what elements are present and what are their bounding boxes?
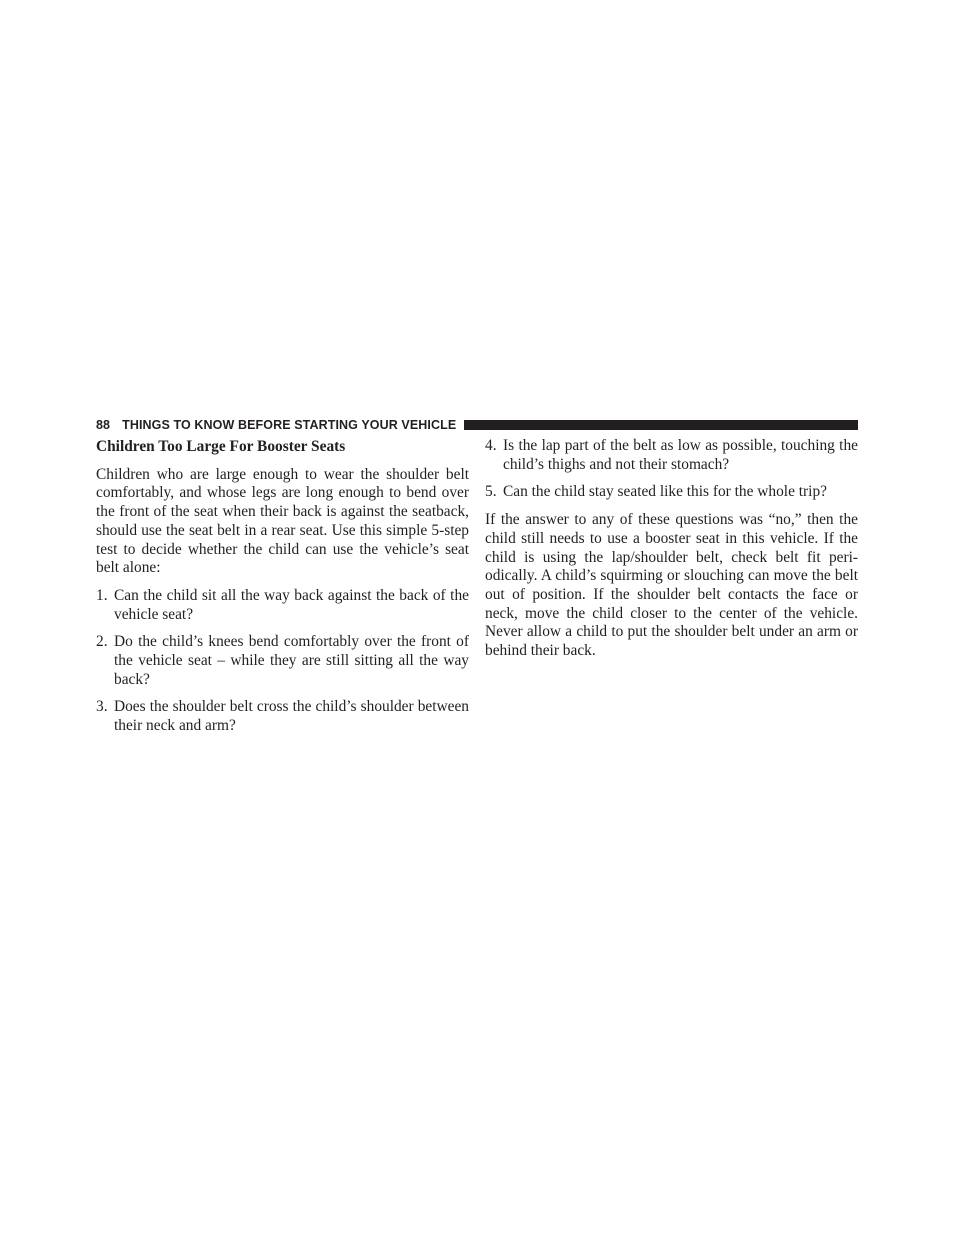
list-item-text: Is the lap part of the belt as low as possible, touching the child’s thighs and not their stomach? xyxy=(503,437,858,473)
page-header xyxy=(96,417,858,433)
section-title: THINGS TO KNOW BEFORE STARTING YOUR VEHICLE xyxy=(122,418,457,432)
list-item xyxy=(96,587,469,624)
list-item-number: 1. xyxy=(96,586,108,604)
conclusion-paragraph: If the answer to any of these questions was “no,” then the child still needs to use a booster seat in this vehicle. If the child is using the lap/shoulder belt, check belt fit peri-odically. A child’s squirming or slouching can move the belt out of position. If the shoulder belt contacts the face or neck, move the child closer to the center of the vehicle. Never allow a child to put the shoulder belt under an arm or behind their back. xyxy=(485,511,858,660)
left-column xyxy=(96,437,469,745)
intro-paragraph: Children who are large enough to wear the shoulder belt comfortably, and whose legs are long enough to bend over the front of the seat when their back is against the seatback, should use the seat belt in a rear seat. Use this simple 5-step test to decide whether the child can use the vehicle’s seat belt alone: xyxy=(96,465,469,577)
right-column xyxy=(485,437,858,670)
list-item xyxy=(485,483,858,502)
list-item-text: Do the child’s knees bend comfortably over the front of the vehicle seat – while they are still sitting all the way back? xyxy=(114,633,469,688)
list-item xyxy=(485,437,858,474)
list-item xyxy=(96,633,469,689)
page-number: 88 xyxy=(96,418,111,432)
list-item-text: Can the child stay seated like this for the whole trip? xyxy=(503,483,827,501)
test-steps-list-1 xyxy=(96,587,469,736)
list-item xyxy=(96,698,469,735)
list-item-number: 4. xyxy=(485,437,497,454)
section-heading: Children Too Large For Booster Seats xyxy=(96,438,346,455)
header-rule xyxy=(464,420,858,430)
list-item-number: 2. xyxy=(96,633,108,651)
list-item-number: 3. xyxy=(96,698,108,716)
test-steps-list-2 xyxy=(485,437,858,502)
list-item-text: Can the child sit all the way back against the back of the vehicle seat? xyxy=(114,586,469,623)
list-item-text: Does the shoulder belt cross the child’s shoulder between their neck and arm? xyxy=(114,698,469,735)
list-item-number: 5. xyxy=(485,483,497,501)
